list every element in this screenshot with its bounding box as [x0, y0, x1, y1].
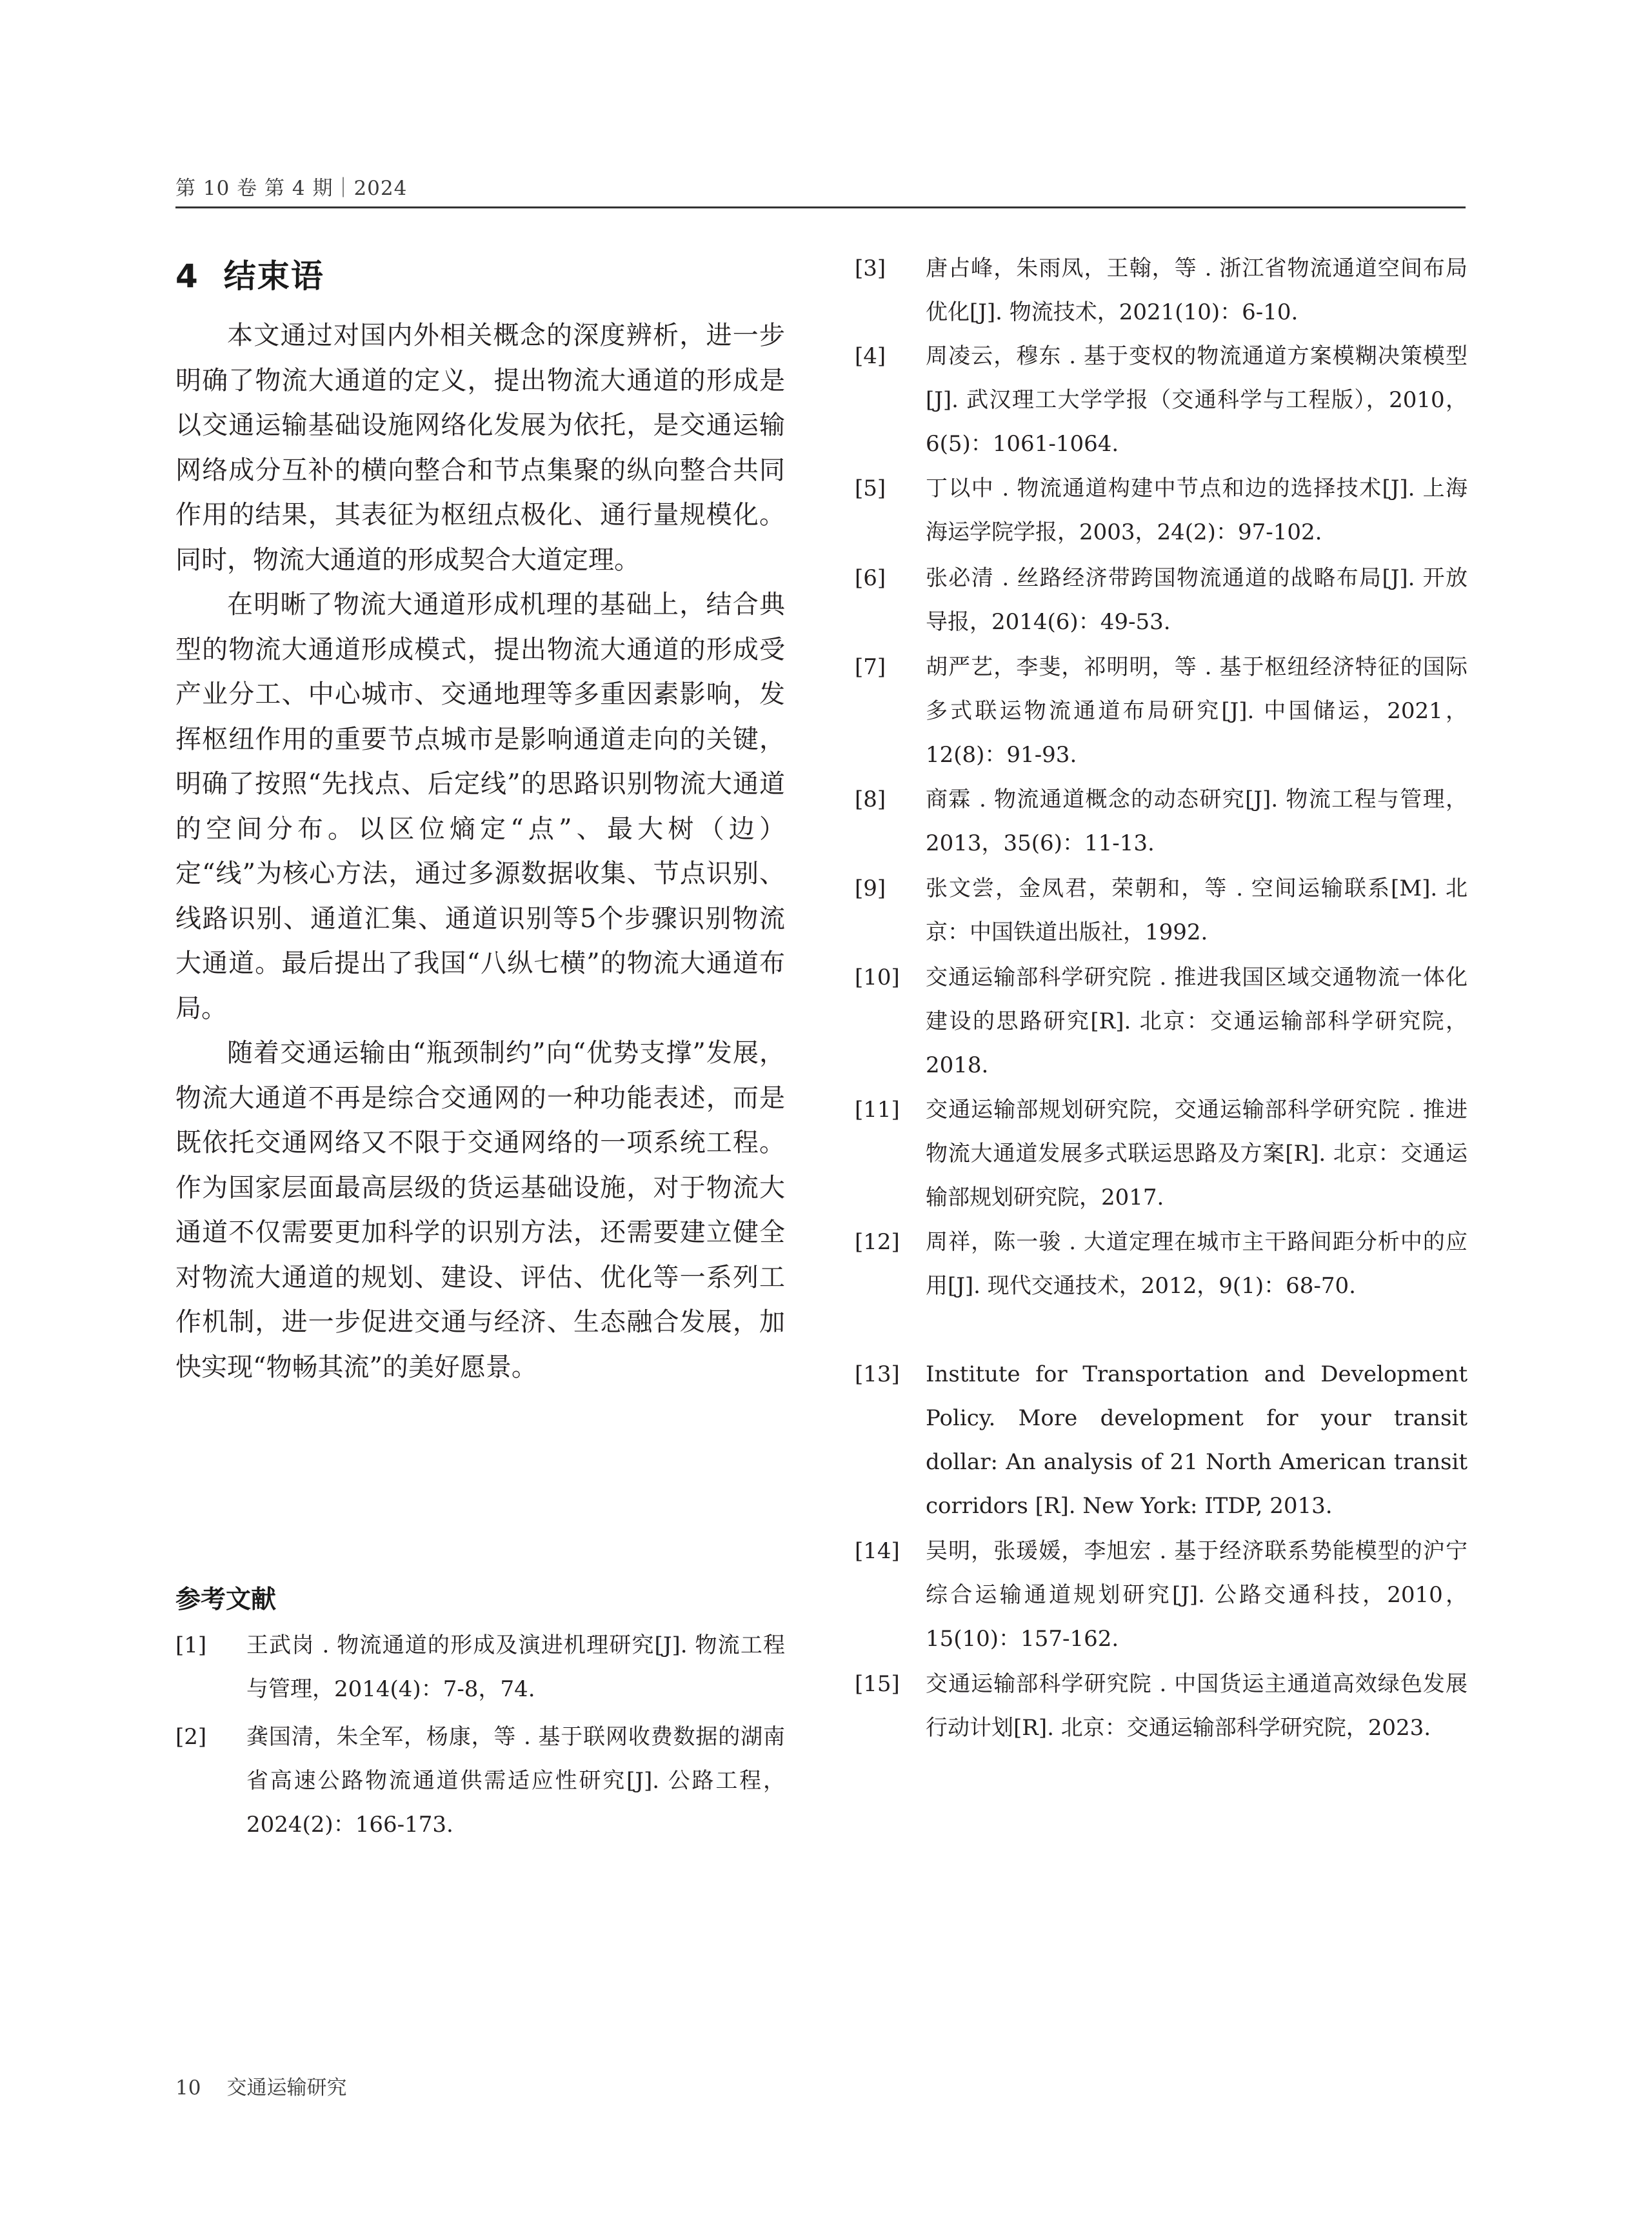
reference-number: [12]: [855, 1229, 900, 1255]
reference-number: [6]: [855, 565, 886, 591]
reference-text: 交通运输部科学研究院 . 中国货运主通道高效绿色发展行动计划[R]. 北京：交通运输部科学研究院，2023.: [926, 1671, 1468, 1741]
reference-text: 交通运输部科学研究院 . 推进我国区域交通物流一体化建设的思路研究[R]. 北京：交通运输部科学研究院，2018.: [926, 965, 1468, 1078]
reference-text: Institute for Transportation and Development Policy. More development for your transit dollar: An analysis of 21 North American transit corridors [R]. New York: ITDP, 2013.: [926, 1361, 1468, 1519]
reference-text: 张必清 . 丝路经济带跨国物流通道的战略布局[J]. 开放导报，2014(6)：49-53.: [926, 565, 1468, 635]
reference-text: 张文尝，金凤君，荣朝和，等 . 空间运输联系[M]. 北京：中国铁道出版社，1992.: [926, 876, 1468, 945]
journal-name: 交通运输研究: [226, 2076, 347, 2100]
conclusion-body: [175, 314, 785, 1390]
references-heading: 参考文献: [175, 1585, 277, 1614]
reference-item: [855, 466, 1468, 554]
running-head: 第 10 卷 第 4 期｜2024: [175, 177, 408, 200]
reference-number: [9]: [855, 876, 886, 901]
reference-text: 龚国清，朱全军，杨康，等 . 基于联网收费数据的湖南省高速公路物流通道供需适应性研究[J]. 公路工程，2024(2)：166-173.: [246, 1724, 785, 1838]
reference-text: 唐占峰，朱雨凤，王翰，等 . 浙江省物流通道空间布局优化[J]. 物流技术，2021(10)：6-10.: [926, 256, 1468, 325]
reference-item: [855, 777, 1468, 865]
reference-number: [5]: [855, 476, 886, 501]
reference-item: [175, 1715, 785, 1847]
reference-number: [8]: [855, 787, 886, 812]
reference-text: 王武岗 . 物流通道的形成及演进机理研究[J]. 物流工程与管理，2014(4)：7-8，74.: [246, 1632, 785, 1702]
reference-item: [855, 867, 1468, 954]
reference-item: [855, 1529, 1468, 1661]
reference-number: [10]: [855, 965, 900, 990]
reference-text: 丁以中 . 物流通道构建中节点和边的选择技术[J]. 上海海运学院学报，2003，24(2)：97-102.: [926, 476, 1468, 545]
reference-number: [14]: [855, 1538, 900, 1564]
reference-item: [855, 645, 1468, 777]
paragraph: 在明晰了物流大通道形成机理的基础上，结合典型的物流大通道形成模式，提出物流大通道的形成受产业分工、中心城市、交通地理等多重因素影响，发挥枢纽作用的重要节点城市是影响通道走向的关键，明确了按照“先找点、后定线”的思路识别物流大通道的空间分布。以区位熵定“点”、最大树（边）定“线”为核心方法，通过多源数据收集、节点识别、线路识别、通道汇集、通道识别等5个步骤识别物流大通道。最后提出了我国“八纵七横”的物流大通道布局。: [175, 590, 785, 1023]
reference-item: [175, 1623, 785, 1711]
reference-number: [3]: [855, 256, 886, 281]
reference-number: [11]: [855, 1097, 900, 1123]
reference-number: [13]: [855, 1361, 900, 1387]
reference-item: [855, 246, 1468, 334]
page-footer: [175, 2071, 346, 2100]
reference-item: [855, 1220, 1468, 1308]
header-rule: [175, 206, 1466, 208]
reference-text: 商霖 . 物流通道概念的动态研究[J]. 物流工程与管理，2013，35(6)：11-13.: [926, 787, 1468, 856]
reference-text: 周凌云，穆东 . 基于变权的物流通道方案模糊决策模型[J]. 武汉理工大学学报（交通科学与工程版），2010，6(5)：1061-1064.: [926, 343, 1468, 457]
reference-text: 交通运输部规划研究院，交通运输部科学研究院 . 推进物流大通道发展多式联运思路及方案[R]. 北京：交通运输部规划研究院，2017.: [926, 1097, 1468, 1210]
reference-item: [855, 334, 1468, 466]
section-number: 4: [175, 257, 199, 295]
reference-number: [7]: [855, 654, 886, 680]
reference-item: [855, 1088, 1468, 1219]
reference-number: [1]: [175, 1632, 207, 1658]
reference-item: [855, 1662, 1468, 1750]
paragraph: 本文通过对国内外相关概念的深度辨析，进一步明确了物流大通道的定义，提出物流大通道的形成是以交通运输基础设施网络化发展为依托，是交通运输网络成分互补的横向整合和节点集聚的纵向整合共同作用的结果，其表征为枢纽点极化、通行量规模化。同时，物流大通道的形成契合大道定理。: [175, 321, 785, 575]
section-heading: [175, 250, 324, 297]
reference-number: [4]: [855, 343, 886, 369]
reference-item: [855, 556, 1468, 644]
reference-item: [855, 1352, 1468, 1528]
reference-text: 周祥，陈一骏 . 大道定理在城市主干路间距分析中的应用[J]. 现代交通技术，2012，9(1)：68-70.: [926, 1229, 1468, 1299]
page-number: 10: [175, 2076, 201, 2100]
reference-number: [2]: [175, 1724, 207, 1750]
reference-text: 吴明，张瑗媛，李旭宏 . 基于经济联系势能模型的沪宁综合运输通道规划研究[J]. 公路交通科技，2010，15(10)：157-162.: [926, 1538, 1468, 1652]
section-title: 结束语: [223, 257, 324, 295]
paragraph: 随着交通运输由“瓶颈制约”向“优势支撑”发展，物流大通道不再是综合交通网的一种功能表述，而是既依托交通网络又不限于交通网络的一项系统工程。作为国家层面最高层级的货运基础设施，对于物流大通道不仅需要更加科学的识别方法，还需要建立健全对物流大通道的规划、建设、评估、优化等一系列工作机制，进一步促进交通与经济、生态融合发展，加快实现“物畅其流”的美好愿景。: [175, 1038, 785, 1382]
reference-item: [855, 956, 1468, 1087]
reference-text: 胡严艺，李斐，祁明明，等 . 基于枢纽经济特征的国际多式联运物流通道布局研究[J]. 中国储运，2021，12(8)：91-93.: [926, 654, 1468, 768]
reference-number: [15]: [855, 1671, 900, 1697]
